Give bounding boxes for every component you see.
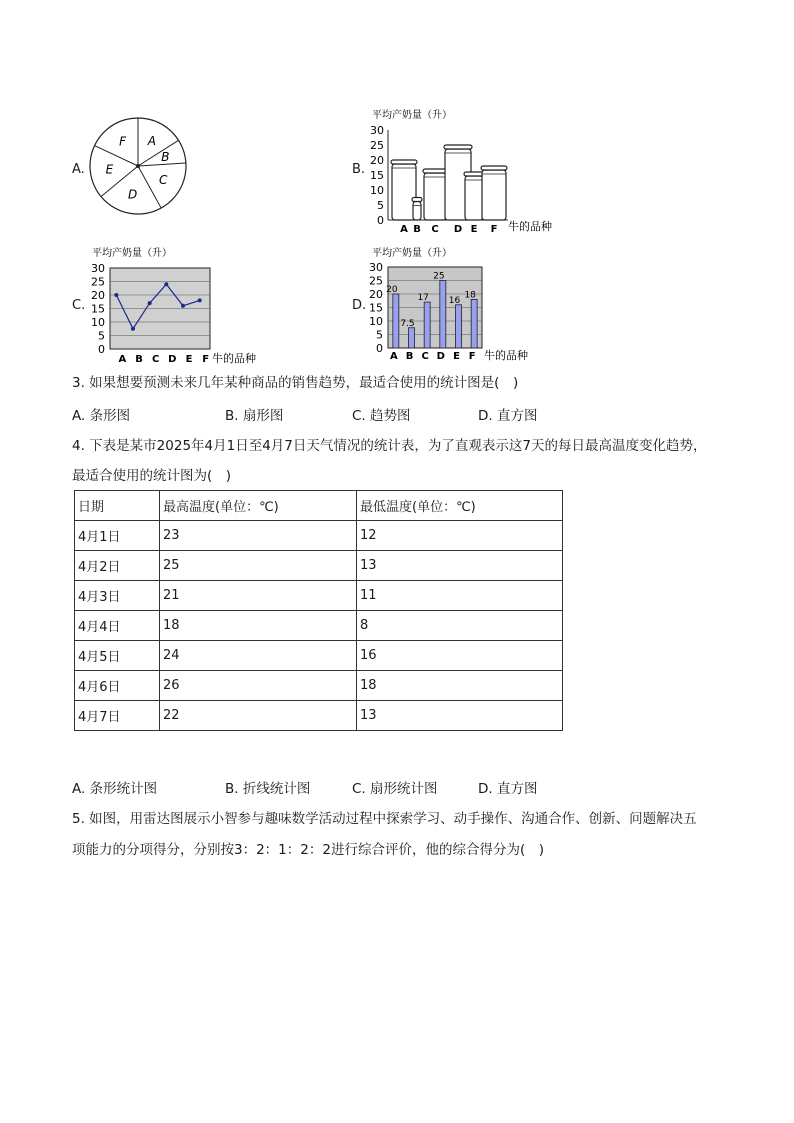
chart-c-ytick: 30 (91, 262, 105, 275)
cell-max-temp: 21 (160, 581, 357, 611)
jar-e (464, 172, 484, 220)
chart-b-xtick: E (470, 224, 478, 234)
chart-d-ytick: 5 (376, 328, 383, 342)
q3-choice-d[interactable]: D. 直方图 (478, 408, 538, 424)
chart-b-xtick: F (490, 224, 498, 234)
cell-date: 4月7日 (75, 701, 160, 731)
question-4-text-line1: 4. 下表是某市2025年4月1日至4月7日天气情况的统计表，为了直观表示这7天的每日最高温度变化趋势， (72, 438, 707, 454)
cell-min-temp: 13 (357, 551, 563, 581)
chart-c-xtick: D (168, 354, 177, 365)
chart-d-value-label: 20 (386, 285, 398, 295)
chart-d-ytick: 10 (369, 315, 383, 328)
chart-d-ytick: 30 (369, 261, 383, 274)
cell-max-temp: 25 (160, 551, 357, 581)
table-row (75, 641, 563, 671)
chart-d-value-label: 25 (433, 271, 445, 282)
chart-d-bar-b (409, 328, 415, 348)
pie-label-a: A (147, 133, 156, 148)
chart-b-ytick: 0 (377, 214, 384, 227)
chart-d-xtick: E (453, 351, 460, 362)
option-b-letter: B. (352, 162, 366, 177)
table-row (75, 701, 563, 731)
q3-choice-b[interactable]: B. 扇形图 (225, 408, 284, 424)
table-row (75, 581, 563, 611)
chart-c-ytick: 25 (91, 275, 105, 289)
header-min-temp: 最低温度(单位：℃) (357, 491, 563, 521)
chart-c-xlabel: 牛的品种 (212, 352, 256, 365)
weather-table (74, 490, 563, 731)
table-row (75, 611, 563, 641)
pie-label-b: B (161, 150, 170, 165)
cell-date: 4月2日 (75, 551, 160, 581)
chart-c-xtick: A (118, 354, 127, 365)
question-5-text-line2: 项能力的分项得分，分别按3：2：1：2：2进行综合评价，他的综合得分为( ) (72, 842, 544, 858)
option-a-letter: A. (72, 162, 85, 177)
pie-label-f: F (119, 134, 127, 149)
question-4-text-line2: 最适合使用的统计图为( ) (72, 468, 232, 484)
chart-b-xtick: A (400, 224, 408, 234)
chart-d-bar-a (393, 294, 399, 348)
cell-max-temp: 23 (160, 521, 357, 551)
cell-max-temp: 22 (160, 701, 357, 731)
table-row (75, 551, 563, 581)
chart-d-xtick: C (421, 351, 429, 362)
cell-min-temp: 16 (357, 641, 563, 671)
question-3-text: 3. 如果想要预测未来几年某种商品的销售趋势，最适合使用的统计图是( ) (72, 375, 519, 391)
jar-b (412, 198, 422, 221)
chart-d-bar-e (456, 305, 462, 348)
chart-b-xtick: B (413, 224, 421, 234)
chart-c-ytick: 15 (91, 302, 105, 316)
chart-c-ylabel: 平均产奶量（升） (92, 248, 172, 259)
chart-c-xtick: B (135, 354, 143, 365)
jar-f (481, 166, 507, 220)
cell-max-temp: 18 (160, 611, 357, 641)
chart-d-value-label: 16 (448, 295, 461, 306)
chart-b-ytick: 5 (377, 199, 384, 212)
option-c-letter: C. (72, 298, 86, 313)
q4-choice-a[interactable]: A. 条形统计图 (72, 781, 158, 797)
q4-choice-c[interactable]: C. 扇形统计图 (352, 781, 438, 797)
table-row (75, 671, 563, 701)
cell-min-temp: 11 (357, 581, 563, 611)
chart-d-xlabel: 牛的品种 (484, 349, 528, 362)
chart-d-xtick: B (405, 351, 414, 362)
chart-b-ytick: 30 (370, 124, 384, 137)
header-date: 日期 (75, 491, 160, 521)
chart-d-value-label: 18 (464, 290, 476, 301)
cell-date: 4月1日 (75, 521, 160, 551)
chart-c-ytick: 20 (91, 289, 105, 302)
chart-b-ytick: 10 (370, 184, 384, 197)
cell-date: 4月4日 (75, 611, 160, 641)
q3-choice-c[interactable]: C. 趋势图 (352, 408, 411, 424)
chart-d-ylabel: 平均产奶量（升） (372, 248, 452, 259)
pie-label-d: D (127, 187, 138, 202)
chart-c-point-f (198, 298, 202, 302)
chart-b-xlabel: 牛的品种 (508, 220, 552, 233)
chart-c-point-e (181, 304, 185, 308)
pie-label-e: E (105, 162, 114, 177)
jar-c (423, 169, 447, 220)
chart-c-xtick: C (151, 354, 160, 365)
chart-d-xtick: D (436, 351, 445, 362)
chart-d-ytick: 0 (376, 342, 383, 355)
chart-b-ytick: 25 (370, 139, 384, 152)
cell-date: 4月6日 (75, 671, 160, 701)
header-max-temp: 最高温度(单位：℃) (160, 491, 357, 521)
chart-d-value-label: 17 (417, 293, 429, 304)
cell-min-temp: 18 (357, 671, 563, 701)
line-chart-c (88, 242, 288, 368)
chart-d-bar-f (471, 299, 477, 348)
chart-c-xtick: F (202, 354, 210, 365)
chart-d-ytick: 20 (369, 288, 383, 301)
pie-label-c: C (159, 172, 168, 187)
chart-d-ytick: 15 (369, 301, 383, 315)
chart-d-bar-d (440, 281, 446, 349)
pie-chart-a (88, 116, 188, 216)
chart-b-xtick: C (431, 224, 439, 234)
pictograph-chart-b (368, 104, 568, 234)
question-5-text-line1: 5. 如图，用雷达图展示小智参与趣味数学活动过程中探索学习、动手操作、沟通合作、创新、问题解决五 (72, 811, 697, 827)
chart-b-ylabel: 平均产奶量（升） (372, 110, 452, 121)
chart-b-xtick: D (453, 224, 463, 234)
chart-d-ytick: 25 (369, 274, 383, 288)
bar-chart-d (368, 242, 568, 368)
chart-c-point-b (131, 327, 135, 331)
cell-max-temp: 26 (160, 671, 357, 701)
q4-choice-d[interactable]: D. 直方图 (478, 781, 538, 797)
cell-date: 4月3日 (75, 581, 160, 611)
chart-b-ytick: 15 (370, 169, 384, 182)
q4-choice-b[interactable]: B. 折线统计图 (225, 781, 311, 797)
chart-d-xtick: F (468, 351, 476, 362)
cell-date: 4月5日 (75, 641, 160, 671)
chart-c-ytick: 5 (98, 329, 105, 343)
chart-c-point-c (148, 301, 152, 305)
chart-c-point-d (164, 282, 168, 286)
table-row (75, 521, 563, 551)
cell-max-temp: 24 (160, 641, 357, 671)
chart-d-bar-c (424, 302, 430, 348)
chart-c-xtick: E (185, 354, 193, 365)
cell-min-temp: 13 (357, 701, 563, 731)
chart-d-xtick: A (389, 351, 398, 362)
q3-choice-a[interactable]: A. 条形图 (72, 408, 131, 424)
chart-d-value-label: 7.5 (400, 318, 415, 329)
option-d-letter: D. (352, 298, 367, 313)
cell-min-temp: 8 (357, 611, 563, 641)
table-header-row (75, 491, 563, 521)
question-4-choices (72, 777, 672, 797)
chart-c-ytick: 10 (91, 316, 105, 329)
chart-c-ytick: 0 (98, 343, 105, 356)
pie-center (136, 164, 140, 168)
question-3-choices (72, 404, 672, 424)
chart-b-ytick: 20 (370, 154, 384, 167)
chart-c-point-a (114, 293, 118, 297)
cell-min-temp: 12 (357, 521, 563, 551)
